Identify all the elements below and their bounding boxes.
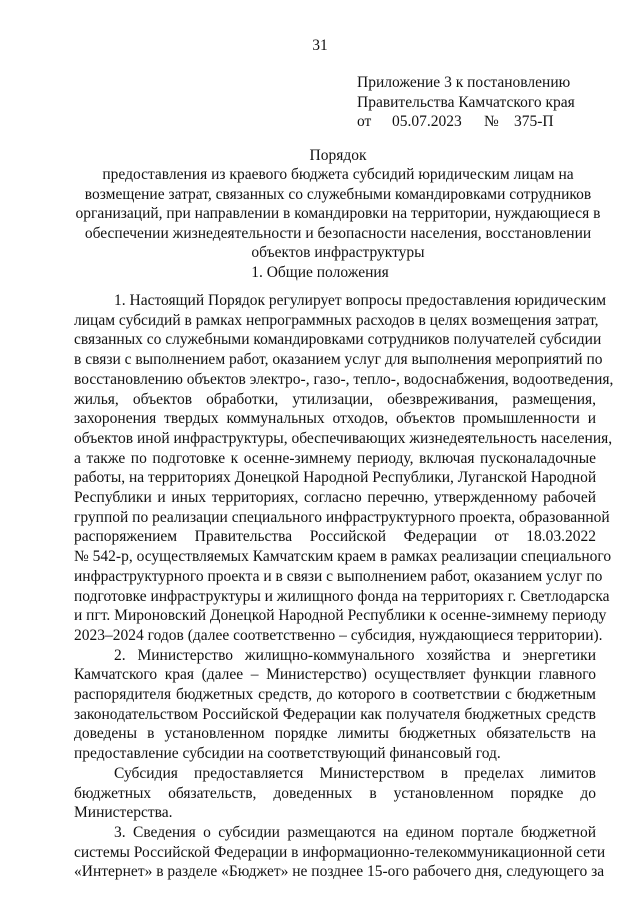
paragraph-line: захоронения твердых коммунальных отходов, объектов промышленности и [74,410,596,428]
paragraph-line: Республики и иных территориях, согласно перечню, утвержденному рабочей [74,489,596,507]
paragraph-line: предоставление субсидии на соответствующий финансовый год. [74,745,501,763]
paragraph-line: лицам субсидий в рамках непрограммных расходов в целях возмещения затрат, [74,311,599,329]
title-line: предоставления из краевого бюджета субсидий юридическим лицам на [102,166,574,184]
paragraph [74,823,606,882]
paragraph-line: доведены в установленном порядке лимиты бюджетных обязательств на [74,725,596,743]
paragraph-line: 2. Министерство жилищно-коммунального хозяйства и энергетики [114,646,596,664]
title-line: возмещение затрат, связанных со служебными командировками сотрудников [84,185,592,203]
paragraph-line: восстановлению объектов электро-, газо-, тепло-, водоснабжения, водоотведения, [74,370,614,388]
page-number: 31 [312,37,328,54]
paragraph-line: жилья, объектов обработки, утилизации, обезвреживания, размещения, [74,390,596,408]
paragraph-line: и пгт. Мироновский Донецкой Народной Республики к осенне-зимнему периоду [74,607,607,625]
paragraph-line: Субсидия предоставляется Министерством в пределах лимитов [114,764,596,782]
document-body [74,291,614,882]
paragraph-line: № 542-р, осуществляемых Камчатским краем в рамках реализации специального [74,548,612,566]
paragraph-line: распорядителя бюджетных средств, до которого в соответствии с бюджетным [74,686,596,704]
paragraph-line: а также по подготовке к осенне-зимнему периоду, включая пусконаладочные [74,449,596,467]
paragraph-line: в связи с выполнением работ, оказанием услуг для выполнения мероприятий по [74,351,603,369]
appendix-line-1: Приложение 3 к постановлению [357,74,571,91]
paragraph [74,646,596,764]
title-line: Порядок [309,147,367,164]
paragraph-line: связанных со служебными командировками сотрудников получателей субсидии [74,331,602,349]
paragraph-line: инфраструктурного проекта и в связи с выполнением работ, оказанием услуг по [74,567,603,585]
document-title [60,146,616,262]
paragraph-line: работы, на территориях Донецкой Народной Республики, Луганской Народной [74,469,597,487]
paragraph-line: группой по реализации специального инфраструктурного проекта, образованной [74,508,610,526]
title-line: обеспечении жизнедеятельности и безопасности населения, восстановлении [84,224,592,242]
paragraph-line: законодательством Российской Федерации как получателя бюджетных средств [74,705,596,723]
appendix-number: 375-П [514,113,554,130]
appendix-line-2: Правительства Камчатского края [357,93,575,111]
title-line: организаций, при направлении в командировки на территории, нуждающиеся в [75,205,601,223]
section-heading: 1. Общие положения [251,264,389,281]
paragraph-line: распоряжением Правительства Российской Федерации от 18.03.2022 [74,528,596,546]
paragraph-line: Камчатского края (далее – Министерство) осуществляет функции главного [74,666,596,684]
paragraph-line: бюджетных обязательств, доведенных в установленном порядке до [74,784,596,802]
paragraph-line: 2023–2024 годов (далее соответственно – субсидия, нуждающиеся территории). [74,626,603,644]
paragraph-line: «Интернет» в разделе «Бюджет» не позднее 15-ого рабочего дня, следующего за [74,863,605,881]
paragraph [74,764,596,823]
appendix-date: 05.07.2023 [392,113,462,130]
appendix-block [357,73,617,132]
appendix-from-label: от [357,113,372,130]
paragraph [74,291,614,646]
paragraph-line: подготовке инфраструктуры и жилищного фонда на территориях г. Светлодарска [74,587,610,605]
title-line: объектов инфраструктуры [251,244,425,262]
appendix-date-row [357,112,617,132]
paragraph-line: системы Российской Федерации в информационно-телекоммуникационной сети [74,843,606,861]
paragraph-line: 1. Настоящий Порядок регулирует вопросы предоставления юридическим [114,292,607,309]
appendix-number-label: № [484,113,499,130]
paragraph-line: 3. Сведения о субсидии размещаются на едином портале бюджетной [114,823,596,841]
paragraph-line: объектов иной инфраструктуры, обеспечивающих жизнедеятельность населения, [74,429,613,447]
paragraph-line: Министерства. [74,804,173,822]
